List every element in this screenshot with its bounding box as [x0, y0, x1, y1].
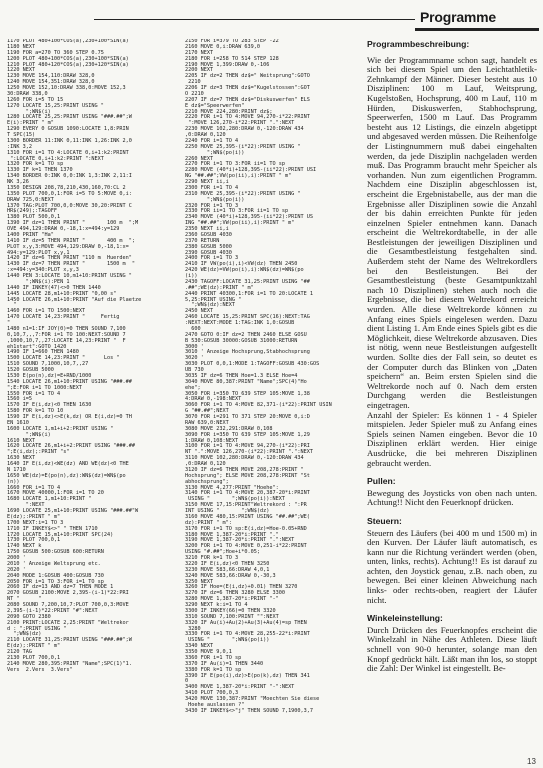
code-line: 2080 SOUND 7,200,10,7:PLOT 700,0,3:MOVE — [7, 602, 129, 608]
code-line: 3040 MOVE 80,387:PRINT "Name";SPC(4)"Ho — [185, 378, 307, 385]
code-line: 600 — [185, 325, 201, 332]
code-line: 1510 SOUND 7,1000,10,7,,27 — [7, 361, 89, 368]
code-line: ";WN$(i) — [7, 108, 51, 115]
code-line: 3420 MOVE 130,387:PRINT "Moechten Sie diese — [185, 696, 320, 702]
code-line: 3110 MOVE 102,280:DRAW 0,-120:DRAW 434 — [185, 455, 304, 462]
code-line: 2130 PLOT 700,0,1 — [7, 654, 61, 661]
code-line: 3270 IF dz=6 THEN 3280 ELSE 3300 — [185, 590, 285, 597]
code-line: 2210 — [185, 79, 201, 86]
code-line: 3240 MOVE 583,66:DRAW 0,-30,3 — [185, 572, 276, 579]
code-line: :x=494:y=340:PLOT x,y,3 — [7, 267, 79, 274]
code-line: 2290 NEXT ii,i — [185, 179, 229, 185]
code-line: 2370 RETURN — [185, 237, 220, 244]
code-line: " — [7, 320, 11, 326]
code-line: 2070 GOSUB 2100:MOVE 2,395-(i-1)*22:PRI — [7, 590, 129, 597]
code-line: Hoehe auslassen ?" — [185, 701, 245, 708]
code-line: 1310 FOR i=1 TO 4:LOCATE 0,i+1:k2:PRINT — [7, 149, 129, 156]
code-line: 2190 MOVE 1,399:DRAW 0,-106 — [185, 61, 270, 68]
code-line: 2207 IF dz=7 THEN dz$="Diskuswerfen" ELS — [185, 96, 310, 103]
paragraph-steuern: Steuern des Läufers (bei 400 m und 1500 m) in den Kurven. Der Läufer läuft automatisch, es kann nur die Richtung verändert werden (oben, unten, links, rechts). Achtung!! Es ist darauf zu achten, den Joystick genau, z.B. nach oben, zu bewegen. Bei einer kleinen Abweichung nach links- oder rechts-oben, reagiert der Läufer nicht. — [367, 527, 537, 605]
code-line: (n)) — [7, 478, 20, 485]
code-line: 3200 FOR i=1 TO 4:MOVE 0,251-i*22:PRINT — [185, 543, 307, 550]
heading-pullen: Pullen: — [367, 476, 396, 487]
heading-winkeleinstellung: Winkeleinstellung: — [367, 613, 443, 624]
code-line: 2260 NEXT — [185, 155, 214, 162]
code-line: ,1000,10,7,,27:LOCATE 14,23:PRINT " F — [7, 337, 126, 344]
code-line: 1340 BORDER 0:INK 0,0:INK 1,3:INK 2,11:I — [7, 173, 132, 180]
code-line: 2170 NEXT — [185, 49, 214, 56]
code-line: O 2210 — [185, 90, 204, 97]
code-line: E(dz);:PRINT " m" — [7, 513, 61, 520]
code-line: 0 — [185, 678, 189, 685]
code-line: HR$(249);:TAGOFF — [7, 208, 57, 215]
code-line: 2120 TAG — [7, 649, 32, 655]
code-line: 1600 LOCATE 1,m1+i+2:PRINT USING " — [7, 425, 114, 432]
code-line: 1410 IF dz=5 THEN PRINT " 400 m "; — [7, 237, 136, 244]
code-line: 3350 MOVE 9,0,1 — [185, 649, 232, 655]
code-line: USING " ";WN$(po(i)) — [185, 637, 270, 644]
code-line: 0,10,7,,,7:FOR i=1 TO 100:NEXT:SOUND 7 — [7, 331, 126, 338]
code-line: 2460 LOCATE 15,25:PRINT SPC(16):NEXT:TAG — [185, 314, 310, 321]
code-line: ,0:DRAW 0,120 — [185, 132, 226, 138]
code-line: 2210 MOVE 224,280:PRINT dz$; — [185, 108, 273, 115]
description-paragraph-players: Anzahl der Spieler: Es können 1 - 4 Spieler mitspielen. Jeder Spieler muß zu Anfang eines Spiels seinen Namen eingeben. Bevor die 10 Disziplinen erklärt werden. Hier einige Ausdrücke, die bei mehreren Disziplinen gebraucht werden. — [367, 409, 537, 468]
code-line: 4:DRAW 0,-198:NEXT — [185, 396, 242, 403]
code-line: 1610 NEXT — [7, 437, 36, 444]
code-line: 1240 MOVE 154,351:DRAW 328,0 — [7, 79, 95, 86]
code-line: 1590 IF E(i,dz)<>E(k,dz) OR E(i,dz)=0 TH — [7, 414, 132, 420]
code-line: 1480 n1=1:IF JOY(0)=0 THEN SOUND 7,100 — [7, 325, 126, 332]
code-line: 2330 FOR ii=1 TO 3:FOR ii=1 TO sp — [185, 208, 289, 215]
code-line: 1445 LOCATE 28,m1+10:PRINT "0,00 s" — [7, 290, 117, 297]
code-line: 2160 MOVE 0,i:DRAW 639,0 — [185, 43, 260, 50]
code-line: 2150 FOR i=379 TO 283 STEP -22 — [185, 39, 279, 44]
code-line: ";E:FOR i=1 TO 1000:NEXT — [7, 384, 82, 391]
code-line: abhochsprung"; — [185, 478, 229, 485]
code-line: 30:DRAW 338,0 — [7, 90, 48, 97]
code-line: 3340 NEXT — [185, 643, 214, 650]
code-line: 3190 MOVE 1,387-20*i:PRINT ".":NEXT — [185, 537, 295, 544]
code-line: (i)) — [185, 273, 198, 279]
code-line: ":MOVE 126,270-i*22:PRINT ".":NEXT — [185, 120, 295, 127]
code-line: 1520 GOSUB 5000 — [7, 367, 54, 373]
code-line: 3050 FOR i=350 TO 639 STEP 105:MOVE 1,38 — [185, 390, 310, 397]
code-line: 3080 MOVE 232,291:DRAW 0,108 — [185, 425, 273, 432]
code-line: 1580 FOR k=1 TO 10 — [7, 408, 64, 415]
code-line: 3290 NEXT k:i=1 TO 4 — [185, 602, 248, 608]
code-line: 1650 WE(dz)=E(po(n),dz):WN$(dz)=WN$(po — [7, 472, 126, 479]
code-line: 3220 IF E(i,dz)<0 THEN 3250 — [185, 560, 270, 567]
code-listing-left-column — [7, 39, 185, 759]
code-line: 2280 MOVE (40*i)+128,395-(ii*22):PRINT USI — [185, 167, 317, 174]
code-line: 3300 IF INKEY(66)=0 THEN 3320 — [185, 607, 276, 614]
code-line: NT ".":MOVE 126,270-(i*22):PRINT ".":NEXT — [185, 449, 314, 456]
code-line: 1350 PLOT 700,0,1:FOR i=5 TO 5:MOVE 0,i: — [7, 190, 132, 197]
code-line: EN 1610 — [7, 419, 29, 426]
code-line: 2250 MOVE 25,395-(i*22):PRINT USING " — [185, 143, 301, 150]
code-line: 3280 — [185, 625, 201, 632]
code-line: ":LOCATE 0,i+1:k2:PRINT ":NEXT — [7, 155, 104, 162]
code-line: 1750 GOSUB 500:GOSUB 600:RETURN — [7, 549, 104, 556]
code-line: ";WN$(dz):NEXT — [185, 302, 235, 309]
code-line: 1640 IF E(i,dz)<WE(dz) AND WE(dz)<0 THE — [7, 461, 129, 467]
code-line: 2050 FOR i=1 TO 3:FOR i=1 TO sp — [7, 578, 104, 585]
code-line: USING "#.##";Hoe+i*0.05; — [185, 549, 260, 556]
code-line: 2240 FOR i=1 TO 4 — [185, 137, 239, 144]
code-line: 2100 PRINT:LOCATE 2,25:PRINT "Weltrekor — [7, 619, 129, 626]
code-line: NT " " — [7, 596, 42, 603]
code-line: 1320 FOR k=1 TO sp — [7, 161, 64, 168]
code-line: ";WN$(po(i)) — [185, 149, 245, 156]
code-line: 1730 PLOT 700,0,1 — [7, 537, 61, 544]
code-line: 2206 IF dz=3 THEN dz$="Kugelstossen":GOT — [185, 85, 310, 91]
code-line: 1570 IF E(i,dz)<0 THEN 1630 — [7, 402, 92, 409]
code-line: 3260 IF Hoe=(E(i,dz)+0.01) THEN 3270 — [185, 584, 298, 591]
code-line: NG "##.##";VW(po(ii),i):PRINT " m" — [185, 173, 292, 180]
code-line: 5,25:PRINT USING " — [185, 296, 242, 303]
code-line: 1740 NEXT k — [7, 543, 42, 550]
code-line: 1540 LOCATE 26,m1+10:PRINT USING "###.## — [7, 378, 132, 385]
code-line: 1210 PLOT 480+120*COS(a),230+120*SIN(a) — [7, 61, 129, 68]
code-line: 2010 ' Anzeige Weltsprung etc. — [7, 560, 101, 567]
code-line: 3320 IF Au(i)+Au(2)+Au(3)+Au(4)=sp THEN — [185, 619, 307, 626]
code-line: 1500 LOCATE 14,23:PRINT " Los " — [7, 355, 120, 362]
code-line: 2470 GOTO 0:IF dz=2 THEN 2460 ELSE GOSU — [185, 331, 307, 338]
section-title: Programme — [420, 9, 497, 25]
code-line: .##";WE(dz):PRINT " m" — [185, 284, 254, 291]
code-line: 1370 TAG:PLOT 700,0,0:MOVE 30,20:PRINT C — [7, 202, 132, 209]
code-line: ING "##.##";VW(po(ii),i):PRINT " m" — [185, 220, 295, 227]
code-line: 1:DRAW 0,108:NEXT — [185, 437, 239, 444]
code-line: 2320 FOR i=1 TO 3 — [185, 202, 239, 209]
code-line: 3390 IF E(po(i),dz)>E(po(k),dz) THEN 341 — [185, 672, 310, 679]
code-line: 1180 NEXT — [7, 43, 36, 50]
code-line: 1690 LOCATE 25,m1+10:PRINT USING "###.##"W — [7, 508, 139, 514]
code-line: ehe"; — [185, 384, 201, 391]
code-line: 2060 IF dz=13 AND dz=7 THEN MODE 1 — [7, 584, 114, 591]
code-line: 3280 MOVE 1,387-20*i:PRINT "-" — [185, 596, 279, 603]
code-listing-middle-column — [185, 39, 360, 759]
code-line: 3100 FOR i=1 TO 4:MOVE 94,270-(i*22):PRI — [185, 443, 310, 450]
code-line: 3430 IF INKEY$<>"j" THEN SOUND 7,1900,3,7 — [185, 707, 314, 714]
code-line: 1720 LOCATE 15,m1+10:PRINT SPC(24) — [7, 531, 114, 538]
code-line: 2400 FOR i=1 TO 3 — [185, 255, 239, 262]
code-line: 3250 NEXT — [185, 578, 214, 585]
code-line: 1190 FOR a=270 TO 360 STEP 0.75 — [7, 49, 104, 56]
code-line: DRAW 725,0:NEXT — [7, 196, 54, 203]
code-line: 2350 NEXT ii,i — [185, 226, 229, 232]
header-rule — [94, 19, 415, 20]
code-line: B 530:GOSUB 30000:GOSUB 31000:RETURN — [185, 337, 298, 344]
code-line: 1390 IF dz=1 THEN PRINT " 100 m ";M — [7, 220, 139, 227]
code-line: 3070 FOR i=291 TO 371 STEP 20:MOVE 0,i:D — [185, 414, 310, 420]
code-line: 2430 TAGOFF:LOCATE 31,25:PRINT USING "## — [185, 278, 310, 285]
code-line: 3410 PLOT 700,0,3 — [185, 690, 239, 697]
code-line: 1330 IF k=1 THEN 1370 — [7, 167, 73, 174]
code-line: 2300 FOR i=1 TO 4 — [185, 184, 239, 191]
code-line: 1440 IF INKEY(47)<>0 THEN 1440 — [7, 284, 101, 291]
code-line: 1670 MOVE 40000,1:FOR i=1 TO 20 — [7, 490, 104, 497]
description-paragraph-intro: Wie der Programmname schon sagt, handelt es sich bei diesem Spiel um den Leichtathletik-Zehnkampf der Männer. Dieser besteht aus 10 Disziplinen: 100 m Lauf, Weitsprung, Kugelstoßen, Hochsprung, 400 m Lauf, 110 m Hürden, Diskuswerfen, Stabhochsprung, Speerwerfen, 1500 m Lauf. Das Programm besteht aus 12 Listings, die einzeln abgetippt und abgesaved werden müssen. Die Reihenfolge der Listingnummern muß dabei eingehalten werden, da jede Disziplin nachgeladen werden muß. Das Programm braucht mehr Speicher als vorhanden. Nun zum eigentlichen Programm. Nachdem eine Disziplin abgeschlossen ist, erscheint die Ergebnistabelle, aus der man die Ergebnisse aller Disziplinen sowie die Anzahl der bis dahin erreichten Punkte für jeden einzelnen Spieler entnehmen kann. Danach erscheint die Weltrekordtabelle, in der alle Bestleistungen der jeweiligen Disziplinen und die Gesamtbestleistung festgehalten sind. Außerdem steht der Name des Weltrekordlers bei den Bestleistungen. Bei der Gesamtbestleistung (beste Gesamtpunktzahl nach 10 Disziplinen) stehen auch noch die Ergebnisse, die bei diesem Weltrekord erreicht wurden. Alle diese Weltrekorde können zu Anfang eines Spiels eingelesen werden. Dazu dient Listing 1. Am Ende eines Spiels gibt es die Möglichkeit, diese Weltrekorde abzusaven. Dies ist nötig, wenn neue Bestleistungen aufgestellt wurden. Sollte dies der Fall sein, so deutet es der Computer durch das Blinken von „Daten speichern“ an. Beim ersten Spielen sind die Weltrekorde noch auf 0. Nach dem ersten Durchgang werden die Bestleistungen eingetragen. — [367, 54, 537, 410]
code-line: 3230 MOVE 583,66:DRAW 4,0,1 — [185, 566, 270, 573]
code-line: 3000 ' — [185, 343, 204, 350]
code-line: :INK 3,2 — [7, 143, 32, 150]
code-line: 1710 IF INKEY$<>" " THEN 1710 — [7, 525, 98, 532]
code-line: 1170 PLOT 480+100*COS(a),230+100*SIN(a) — [7, 39, 129, 44]
code-line: 1270 LOCATE 15,25:PRINT USING " — [7, 102, 104, 109]
code-line: 1460 FOR i=1 TO 1500:NEXT — [7, 308, 86, 315]
code-line: 3035 IF dz=6 THEN Hoe=1.3 ELSE Hoe=4 — [185, 372, 298, 379]
code-line: ";E(i,dz);:PRINT "s" — [7, 449, 70, 456]
code-line: eh1start":GOTO 1420 — [7, 343, 67, 350]
code-line: 3140 FOR i=1 TO 4:MOVE 20,387-20*i:PRINT — [185, 490, 310, 497]
code-line: 1680 LOCATE 1,m1+10:PRINT " — [7, 496, 92, 503]
code-line: 2440 PRINT 40300,1:FOR i=1 TO 20:LOCATE 1 — [185, 290, 314, 297]
code-line: Vers 2.Vers 3.Vers" — [7, 666, 73, 673]
code-line: USING " ";WN$(po(i)):NEXT — [185, 496, 285, 503]
heading-steuern: Steuern: — [367, 515, 402, 526]
code-line: 2390 GOSUB 4030 — [185, 249, 232, 256]
code-line: NK 3,26 — [7, 179, 29, 185]
code-line: 1550 FOR i=1 TO 4 — [7, 390, 61, 397]
code-line: 1380 PLOT 500,0,1 — [7, 214, 61, 221]
code-line: 1350 DESIGN 208,78,210,430,160,70:CL 2 — [7, 184, 126, 191]
code-line: ";WN$(i):PEN 1 — [7, 278, 70, 285]
code-line: 2205 IF dz=2 THEN dz$=" Weitsprung":GOTO — [185, 73, 310, 80]
code-line: 2420 WE(dz)=VW(po(i),i):WN$(dz)=WN$(po — [185, 267, 304, 274]
code-line: E(i):PRINT " m" — [7, 120, 54, 127]
code-line: 3010 ' Anzeige Hochsprung,Stabhochsprung — [185, 349, 310, 356]
code-line: 2090 GOTO 2380 — [7, 613, 51, 620]
code-line: 2220 FOR i=1 TO 4:MOVE 94,270-i*22:PRINT — [185, 114, 310, 121]
code-line: 494:y=129:PLOT x,y,1 — [7, 249, 70, 256]
code-line: 3310 SOUND 7,100:PRINT "":NEXT — [185, 613, 279, 620]
code-line: 2360 GOSUB 4030 — [185, 231, 232, 238]
code-line: 3180 MOVE 1,387-20*i:PRINT "." — [185, 531, 279, 538]
code-line: 2000 ' — [7, 555, 26, 561]
code-line: PLOT x,y,3:MOVE 494,129:DRAW 0,-18,1:x= — [7, 243, 129, 250]
code-line: 1260 FOR i=5 TO 15 — [7, 96, 64, 103]
code-line: 1490 IF 1=660 THEN 1480 — [7, 349, 79, 356]
code-line: G "##.##";NEXT — [185, 408, 229, 415]
code-line: 2270 FOR i=1 TO 3:FOR ii=1 TO sp — [185, 161, 285, 168]
code-line: dz):PRINT " m": — [185, 519, 232, 526]
code-line: 2340 MOVE (40*i)+128,395-(ii*22):PRINT US — [185, 214, 314, 221]
code-line: 2230 MOVE 102,280:DRAW 0,-120:DRAW 434 — [185, 126, 304, 133]
code-line: 3150 MOVE 17,15:PRINT"Weltrekord : ":PR — [185, 502, 307, 509]
code-line: 3380 FOR k=1 TO sp — [185, 666, 242, 673]
code-line: N 1710 — [7, 466, 26, 473]
code-line: ";WN$(dz) — [7, 631, 42, 638]
description-heading: Programmbeschreibung: — [367, 40, 470, 49]
code-line: 2200 NEXT — [185, 67, 214, 74]
code-line: 1660 FOR i=1 TO 4 — [7, 484, 61, 491]
code-line: 3130 MOVE 4,277:PRINT "Hoehe": — [185, 484, 279, 491]
code-line: 1290 EVERY 0 GOSUB 1090:LOCATE 1,8:PRIN — [7, 126, 129, 133]
code-line: E dz$="Speerwerfen" — [185, 102, 245, 109]
code-line: ":NEXT — [7, 502, 45, 509]
code-line: 2310 MOVE 25,395-(i*22):PRINT USING " — [185, 190, 301, 197]
code-line: 3360 FOR i=1 TO sp — [185, 654, 242, 661]
code-line: OVE 494,129:DRAW 0,-18,1:x=494:y=129 — [7, 226, 120, 232]
code-line: 2140 MOVE 280,395:PRINT "Name";SPC(1)"1. — [7, 660, 132, 667]
code-line: 3210 FOR k=1 TO 3 — [185, 555, 239, 561]
code-line: 3160 MOVE 480,15:PRINT USING "##.##";WE( — [185, 513, 310, 520]
code-line: ";WN$(po(i)) — [185, 196, 245, 203]
paragraph-pullen: Bewegung des Joysticks von oben nach unten. Achtung!! Nicht den Feuerknopf drücken. — [367, 487, 537, 508]
code-line: 2,395-(i-1)*22:PRINT "#":NEXT — [7, 607, 98, 614]
code-line: ";WN$(i) — [7, 431, 51, 438]
code-line: 1450 LOCATE 26,m1+10:PRINT "Auf die Plaetze — [7, 296, 142, 303]
code-line: 1470 LOCATE 14,23:PRINT " Fertig — [7, 314, 120, 321]
code-line: d : ";PRINT USING " — [7, 625, 67, 632]
code-line: 1230 MOVE 154,110:DRAW 328,0 — [7, 73, 95, 80]
code-line: 3030 PLOT 0,0,1:MODE 1:TAGOFF:GOSUB 430:GOS — [185, 361, 320, 368]
code-line: 1430 IF dz=7 THEN PRINT " 1500 m " — [7, 261, 136, 268]
code-line: 2450 NEXT — [185, 308, 214, 315]
code-line: 2380 GOSUB 5000 — [185, 243, 232, 250]
code-line: 3060 FOR i=1 TO 4:MOVE 82,371-(i*22):PRINT USIN — [185, 402, 332, 409]
code-line: 3020 ' — [185, 355, 204, 362]
code-line: 2040 MODE 1:GOSUB 400:GOSUB 730 — [7, 572, 104, 579]
code-line: 1400 PRINT "Ha" — [7, 231, 54, 238]
paragraph-winkeleinstellung: Durch Drücken des Feuerknopfes erscheint die Winkelzahl in Nähe des Athleten. Diese läuft schnell von 90-0 herunter, solange man den Knopf gedrückt hält. Läßt man ihn los, so stoppt die Zahl: Der Winkel ist eingestellt. Be- — [367, 624, 537, 674]
code-line: 2020 ' — [7, 566, 26, 573]
page-number: 13 — [527, 757, 536, 766]
code-line: 1420 IF dz=6 THEN PRINT "110 m Huerden" — [7, 255, 132, 262]
code-line: 1220 NEXT — [7, 67, 36, 74]
code-line: 3170 FOR i=1 TO sp:E(i,dz)=Hoe-0.05+RND — [185, 525, 307, 532]
code-line: 1300 BORDER 11:INK 0,11:INK 1,26:INK 2,0 — [7, 137, 132, 144]
code-line: Hochsprung"; ELSE MOVE 208,278:PRINT "St — [185, 472, 310, 479]
code-line: RAW 639,0:NEXT — [185, 419, 229, 426]
program-description — [367, 40, 537, 760]
code-line: UB 730 — [185, 367, 204, 373]
code-line: E(dz);:PRINT " m" — [7, 643, 61, 650]
code-line: INT USING " ";WN$(dz) — [185, 508, 270, 514]
code-line: ,0:DRAW 0,120 — [185, 461, 226, 467]
code-line: :NEXT:NEXT:MODE 1:TAG:INK 1,0:GOSUB — [185, 320, 295, 326]
title-underline — [415, 28, 539, 31]
code-line: 2180 FOR i=258 TO 514 STEP 128 — [185, 55, 279, 62]
code-line: 1630 NEXT — [7, 455, 36, 462]
code-line: 1620 LOCATE 26,m1+i+2:PRINT USING "###.## — [7, 443, 136, 450]
code-line: 3090 FOR i=350 TO 639 STEP 105:MOVE 1,29 — [185, 431, 310, 438]
code-line: 1250 MOVE 152,10:DRAW 338,0:MOVE 152,3 — [7, 85, 126, 91]
code-line: 1700 NEXT:i=1 TO 3 — [7, 519, 64, 526]
code-line: 1280 LOCATE 25,25:PRINT USING "###.##";W — [7, 114, 132, 121]
code-line: 1200 PLOT 480+100*COS(a),230+100*SIN(a) — [7, 55, 129, 62]
code-line: T SPC(15) — [7, 132, 36, 138]
code-line: 3330 FOR i=1 TO 4:MOVE 28,255-22*i:PRINT — [185, 631, 310, 638]
code-line: 3400 MOVE 1,387-20*i:PRINT "-":NEXT — [185, 684, 295, 691]
code-line: 1440 PEN 3:LOCATE 10,m1+10:PRINT USING " — [7, 273, 132, 279]
code-line: 1560 i=5 — [7, 396, 32, 403]
code-line: 3120 IF dz=6 THEN MOVE 208,278:PRINT " — [185, 466, 304, 473]
code-line: 1530 E(po(n),dz)=E+RND/1000 — [7, 372, 92, 379]
code-line: " — [7, 302, 17, 309]
code-line: 3370 IF Au(i)=1 THEN 3440 — [185, 660, 264, 667]
code-line: 2110 LOCATE 31,25:PRINT USING "###.##";W — [7, 637, 132, 644]
code-line: 2410 IF VW(po(i),i)<VW(dz) THEN 2450 — [185, 261, 298, 268]
